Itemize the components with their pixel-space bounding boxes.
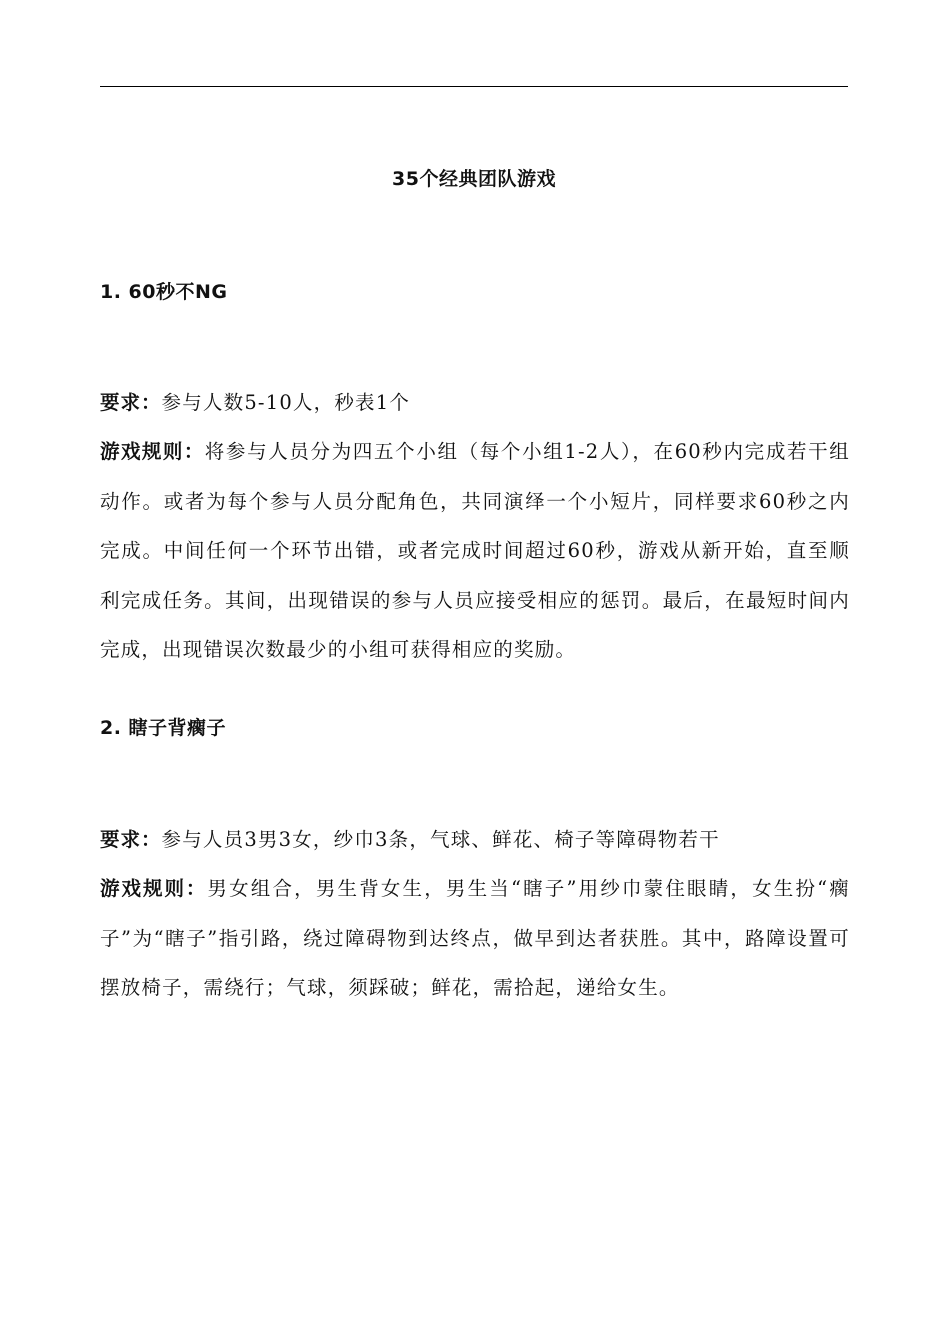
section-1-rules [100,427,850,675]
rules-label: 游戏规则： [100,877,208,900]
rules-text: 将参与人员分为四五个小组（每个小组1-2人），在60秒内完成若干组动作。或者为每个参与人员分配角色，共同演绎一个小短片，同样要求60秒之内完成。中间任何一个环节出错，或者完成时间超过60秒，游戏从新开始，直至顺利完成任务。其间，出现错误的参与人员应接受相应的惩罚。最后，在最短时间内完成，出现错误次数最少的小组可获得相应的奖励。 [100,440,850,661]
section-2-rules [100,864,850,1013]
rules-label: 游戏规则： [100,440,205,463]
rules-text: 男女组合，男生背女生，男生当“瞎子”用纱巾蒙住眼睛，女生扮“瘸子”为“瞎子”指引路，绕过障碍物到达终点，做早到达者获胜。其中，路障设置可摆放椅子，需绕行；气球，须踩破；鲜花，需拾起，递给女生。 [100,877,850,999]
section-1-requirement [100,378,850,428]
document-title: 35个经典团队游戏 [392,168,556,190]
header-divider [100,86,848,87]
requirement-text: 参与人员3男3女，纱巾3条，气球、鲜花、椅子等障碍物若干 [161,828,720,851]
requirement-text: 参与人数5-10人，秒表1个 [161,391,411,414]
section-heading-blind-carries-lame: 2. 瞎子背瘸子 [100,717,227,739]
requirement-label: 要求： [100,828,162,851]
section-2-requirement [100,815,850,865]
section-heading-60-seconds: 1. 60秒不NG [100,281,228,303]
requirement-label: 要求： [100,391,162,414]
